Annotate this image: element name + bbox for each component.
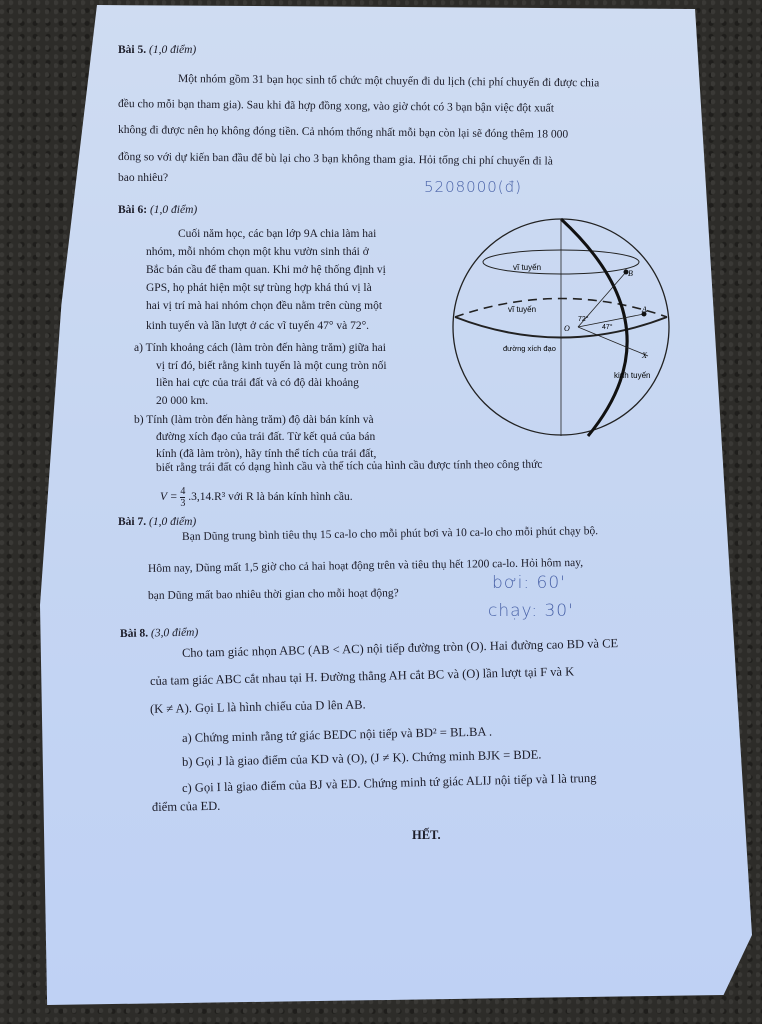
label-angle-47: 47° (602, 324, 613, 331)
problem-8-heading (120, 627, 198, 640)
problem-8-points: (3,0 điểm) (150, 626, 199, 640)
problem-8-line: Cho tam giác nhọn ABC (AB < AC) nội tiếp đường tròn (O). Hai đường cao BD và CE (181, 636, 619, 660)
problem-8-line: của tam giác ABC cắt nhau tại H. Đường thẳng AH cắt BC và (O) lần lượt tại F và K (149, 664, 575, 688)
problem-7-title: Bài 7. (118, 516, 147, 528)
problem-6-line: Cuối năm học, các bạn lớp 9A chia làm hai (178, 228, 377, 240)
problem-6-part-b: biết rằng trái đất có dạng hình cầu và thể tích của hình cầu được tính theo công thức (155, 458, 543, 474)
label-xich-dao: đường xích đạo (503, 344, 556, 353)
label-o: O (564, 324, 570, 333)
label-kinh-tuyen: kinh tuyến (614, 371, 651, 380)
fraction-denominator: 3 (180, 498, 186, 509)
problem-6-part-a: liền hai cực của trái đất và có độ dài khoảng (156, 377, 359, 389)
problem-6-title: Bài 6: (118, 204, 148, 216)
end-mark: HẾT. (412, 828, 441, 842)
handwritten-answer-swim: bơi: 60' (492, 573, 566, 593)
label-angle-72: 72° (578, 316, 589, 323)
problem-6-points: (1,0 điểm) (149, 204, 198, 216)
problem-7-points: (1,0 điểm) (149, 516, 197, 528)
globe-diagram (448, 210, 678, 450)
problem-6-part-a: a) Tính khoảng cách (làm tròn đến hàng trăm) giữa hai (134, 342, 386, 354)
problem-6-part-b: b) Tính (làm tròn đến hàng trăm) độ dài bán kính và (134, 414, 374, 426)
problem-5-heading (118, 44, 196, 56)
problem-7-heading (118, 516, 196, 528)
formula-v: V = (160, 491, 178, 504)
problem-6-heading (118, 204, 197, 216)
problem-5-title: Bài 5. (118, 44, 147, 56)
problem-6-line: nhóm, mỗi nhóm chọn một khu vườn sinh thái ở (146, 246, 369, 258)
problem-8-part-c: điểm của ED. (151, 798, 221, 814)
problem-8-part-a: a) Chứng minh rằng tứ giác BEDC nội tiếp và BD² = BL.BA . (181, 724, 493, 745)
problem-6-part-a: vị trí đó, biết rằng kinh tuyến là một cung tròn nối (156, 360, 387, 372)
problem-8-line: (K ≠ A). Gọi L là hình chiếu của D lên AB. (149, 697, 366, 716)
label-vi-tuyen-1: vĩ tuyến (513, 263, 542, 272)
problem-6-line: Bắc bán cầu để tham quan. Khi mở hệ thống định vị (146, 264, 386, 276)
problem-8-part-c: c) Gọi I là giao điểm của BJ và ED. Chứng minh tứ giác ALIJ nội tiếp và I là trung (181, 770, 597, 795)
formula-rest: .3,14.R³ với R là bán kính hình cầu. (188, 491, 353, 504)
problem-5-line: đồng so với dự kiến ban đầu để bù lại cho 3 bạn không tham gia. Hỏi tổng chi phí chuyến đi là (117, 151, 553, 168)
formula-fraction (180, 486, 185, 509)
problem-6-line: hai vị trí mà hai nhóm chọn đều nằm trên cùng một (146, 300, 383, 312)
problem-5-points: (1,0 điểm) (149, 44, 197, 56)
problem-6-part-b: kính (đã làm tròn), hãy tính thể tích của trái đất, (156, 448, 377, 460)
problem-5-line: bao nhiêu? (118, 172, 169, 184)
problem-8-title: Bài 8. (119, 627, 149, 640)
label-x: X (642, 351, 647, 360)
problem-5-line: không đi được nên họ không đóng tiền. Cả nhóm thống nhất mỗi bạn còn lại sẽ đóng thêm 18 000 (117, 124, 569, 141)
fraction-numerator: 4 (180, 486, 186, 497)
problem-6-line: GPS, họ phát hiện một sự trùng hợp khá thú vị là (146, 282, 372, 294)
problem-5-line: đều cho mỗi bạn tham gia). Sau khi đã hợp đồng xong, vào giờ chót có 3 bạn bận việc đột xuất (117, 98, 555, 115)
problem-7-line: bạn Dũng mất bao nhiêu thời gian cho mỗi hoạt động? (147, 587, 399, 602)
problem-7-line: Bạn Dũng trung bình tiêu thụ 15 ca-lo cho mỗi phút bơi và 10 ca-lo cho mỗi phút chạy bộ. (181, 525, 599, 543)
problem-7-line: Hôm nay, Dũng mất 1,5 giờ cho cả hai hoạt động trên và tiêu thụ hết 1200 ca-lo. Hỏi hôm nay, (147, 556, 584, 575)
volume-formula (160, 486, 353, 509)
handwritten-answer-run: chạy: 30' (488, 601, 574, 621)
problem-8-part-b: b) Gọi J là giao điểm của KD và (O), (J ≠ K). Chứng minh BJK = BDE. (181, 747, 542, 769)
handwritten-answer-5: 5208000(đ) (424, 178, 523, 196)
problem-6-part-b: đường xích đạo của trái đất. Từ kết quả của bán (156, 431, 376, 443)
label-vi-tuyen-2: vĩ tuyến (508, 305, 537, 314)
problem-6-part-a: 20 000 km. (156, 395, 209, 407)
label-b: B (628, 269, 633, 278)
problem-6-line: kinh tuyến và lần lượt ở các vĩ tuyến 47° và 72°. (146, 320, 370, 332)
radius-x (578, 327, 648, 356)
label-a: A (642, 305, 647, 314)
problem-5-line: Một nhóm gồm 31 bạn học sinh tổ chức một chuyến đi du lịch (chi phí chuyến đi được chia (177, 73, 600, 90)
